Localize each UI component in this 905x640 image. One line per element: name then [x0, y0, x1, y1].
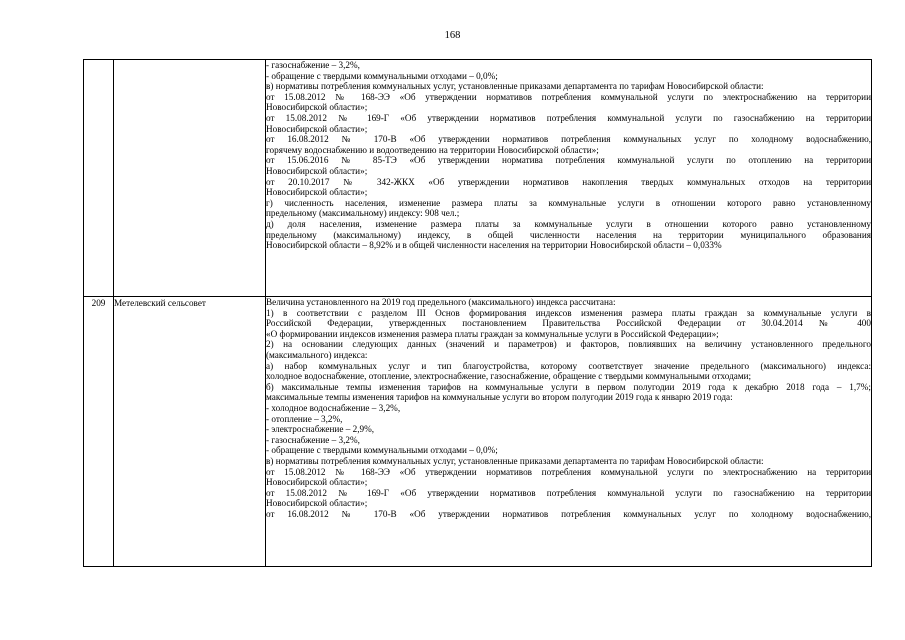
- text-line: от 20.10.2017 № 342-ЖКХ «Об утверждении нормативов накопления твердых коммунальных отходов на территории: [266, 176, 871, 187]
- text-line: б) максимальные темпы изменения тарифов на коммунальные услуги в первом полугодии 2019 года к декабрю 2018 года – 1,7%;: [266, 381, 871, 392]
- text-line: - холодное водоснабжение – 3,2%,: [266, 402, 401, 413]
- text-line: а) набор коммунальных услуг и тип благоустройства, которому соответствует значение предельного (максимального) индекса:: [266, 360, 871, 371]
- text-line: - обращение с твердыми коммунальными отходами – 0,0%;: [266, 70, 498, 81]
- text-line: Новосибирской области – 8,92% и в общей численности населения на территории Новосибирской области – 0,033%: [266, 240, 722, 251]
- text-line: Новосибирской области»;: [266, 102, 368, 113]
- text-line: от 16.08.2012 № 170-В «Об утверждении нормативов потребления коммунальных услуг по холодному водоснабжению,: [266, 134, 871, 145]
- text-line: от 15.06.2016 № 85-ТЭ «Об утверждении норматива потребления коммунальной услуги по отоплению на территории: [266, 155, 871, 166]
- text-line: г) численность населения, изменение размера платы за коммунальные услуги в отношении которого равно установленному: [266, 197, 871, 208]
- text-line: Новосибирской области»;: [266, 187, 368, 198]
- table-row: [84, 297, 872, 567]
- text-line: в) нормативы потребления коммунальных услуг, установленные приказами департамента по тарифам Новосибирской области:: [266, 81, 764, 92]
- text-line: «О формировании индексов изменения размера платы граждан за коммунальные услуги в Российской Федерации»;: [266, 328, 719, 339]
- text-line: 2) на основании следующих данных (значений и параметров) и факторов, повлиявших на величину установленного предельного: [266, 339, 871, 350]
- text-line: д) доля населения, изменение размера платы за коммунальные услуги в отношении которого равно установленному: [266, 218, 871, 229]
- text-line: от 16.08.2012 № 170-В «Об утверждении нормативов потребления коммунальных услуг по холодному водоснабжению,: [266, 508, 871, 519]
- index-description-cell: [266, 297, 872, 567]
- row-number-cell: 209: [84, 297, 114, 567]
- text-line: 1) в соответствии с разделом III Основ формирования индексов изменения размера платы граждан за коммунальные услуги в: [266, 307, 871, 318]
- text-line: предельному (максимальному) индексу: 908 чел.;: [266, 208, 460, 219]
- text-line: - электроснабжение – 2,9%,: [266, 424, 375, 435]
- municipality-name-cell: Метелевский сельсовет: [114, 297, 266, 567]
- text-line: Новосибирской области»;: [266, 498, 368, 509]
- row-number-cell: [84, 60, 114, 297]
- text-line: Российской Федерации, утвержденных постановлением Правительства Российской Федерации от 30.04.2014 № 400: [266, 318, 871, 329]
- text-line: - обращение с твердыми коммунальными отходами – 0,0%;: [266, 445, 498, 456]
- text-line: (максимального) индекса:: [266, 349, 368, 360]
- text-line: от 15.08.2012 № 169-Г «Об утверждении нормативов потребления коммунальной услуги по газоснабжению на территории: [266, 487, 871, 498]
- table-row: [84, 60, 872, 297]
- text-line: Новосибирской области»;: [266, 477, 368, 488]
- text-line: предельному (максимальному) индексу, в общей численности населения на территории муниципального образования: [266, 229, 871, 240]
- text-line: в) нормативы потребления коммунальных услуг, установленные приказами департамента по тарифам Новосибирской области:: [266, 455, 764, 466]
- text-line: - газоснабжение – 3,2%,: [266, 60, 360, 70]
- text-line: от 15.08.2012 № 168-ЭЭ «Об утверждении нормативов потребления коммунальной услуги по электроснабжению на территории: [266, 91, 871, 102]
- municipality-name-cell: [114, 60, 266, 297]
- text-line: Новосибирской области»;: [266, 123, 368, 134]
- text-line: - газоснабжение – 3,2%,: [266, 434, 360, 445]
- text-line: от 15.08.2012 № 168-ЭЭ «Об утверждении нормативов потребления коммунальной услуги по электроснабжению на территории: [266, 466, 871, 477]
- text-line: горячему водоснабжению и водоотведению на территории Новосибирской области»;: [266, 144, 599, 155]
- text-line: - отопление – 3,2%,: [266, 413, 343, 424]
- tariff-index-table: [83, 59, 872, 567]
- text-line: максимальные темпы изменения тарифов на коммунальные услуги во втором полугодии 2019 года к январю 2019 года:: [266, 392, 733, 403]
- page-number: 168: [444, 30, 461, 41]
- text-line: Величина установленного на 2019 год предельного (максимального) индекса рассчитана:: [266, 297, 616, 307]
- text-line: от 15.08.2012 № 169-Г «Об утверждении нормативов потребления коммунальной услуги по газоснабжению на территории: [266, 112, 871, 123]
- text-line: холодное водоснабжение, отопление, электроснабжение, газоснабжение, обращение с твердыми коммунальными отходами;: [266, 371, 752, 382]
- index-description-cell: [266, 60, 872, 297]
- text-line: Новосибирской области»;: [266, 165, 368, 176]
